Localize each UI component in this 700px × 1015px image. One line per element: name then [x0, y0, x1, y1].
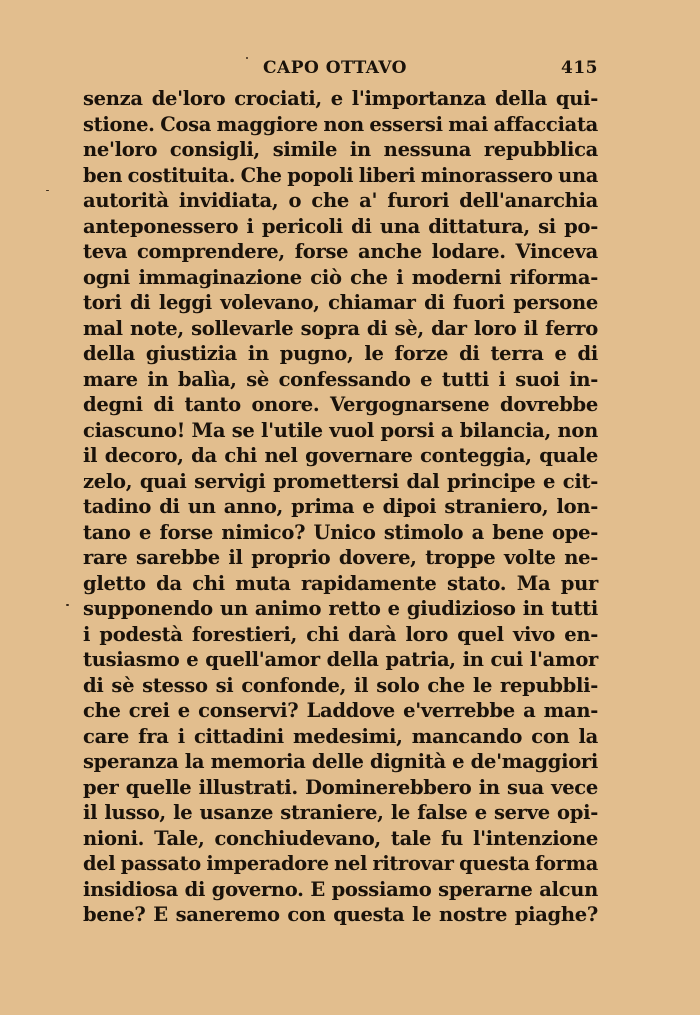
text-line: il decoro, da chi nel governare conteggia, quale: [83, 444, 598, 467]
text-line: rare sarebbe il proprio dovere, troppe volte ne-: [83, 546, 598, 569]
text-line: speranza la memoria delle dignità e de'maggiori: [83, 750, 598, 773]
text-line: tori di leggi volevano, chiamar di fuori persone: [83, 291, 598, 314]
text-line: ogni immaginazione ciò che i moderni riforma-: [83, 265, 598, 289]
text-line: del passato imperadore nel ritrovar questa forma: [83, 852, 598, 875]
text-line: per quelle illustrati. Dominerebbero in sua vece: [83, 775, 598, 799]
text-line: i podestà forestieri, chi darà loro quel vivo en-: [83, 622, 598, 646]
text-line: insidiosa di governo. E possiamo sperarne alcun: [83, 877, 598, 901]
text-line: gletto da chi muta rapidamente stato. Ma pur: [83, 571, 598, 595]
text-line: tadino di un anno, prima e dipoi straniero, lon-: [83, 495, 598, 518]
text-line: tano e forse nimico? Unico stimolo a bene ope-: [83, 520, 598, 544]
text-line: degni di tanto onore. Vergognarsene dovrebbe: [83, 393, 598, 416]
running-title: CAPO OTTAVO: [263, 58, 407, 78]
text-line: bene? E saneremo con questa le nostre piaghe?: [83, 903, 598, 926]
text-line: il lusso, le usanze straniere, le false e serve opi-: [83, 801, 598, 824]
text-line: tusiasmo e quell'amor della patria, in cui l'amor: [83, 648, 598, 671]
text-line: anteponessero i pericoli di una dittatura, si po-: [83, 214, 598, 238]
paper-speck: [246, 57, 248, 59]
paper-speck: [46, 190, 49, 191]
text-line: ben costituita. Che popoli liberi minorassero una: [83, 163, 599, 187]
text-line: care fra i cittadini medesimi, mancando con la: [83, 724, 598, 748]
page-number: 415: [561, 58, 598, 78]
text-line: che crei e conservi? Laddove e'verrebbe a man-: [83, 699, 598, 722]
text-line: della giustizia in pugno, le forze di terra e di: [83, 342, 598, 365]
body-text: [83, 86, 598, 928]
text-line: di sè stesso si confonde, il solo che le repubbli-: [83, 673, 598, 697]
text-line: teva comprendere, forse anche lodare. Vinceva: [83, 240, 598, 263]
text-line: stione. Cosa maggiore non essersi mai affacciata: [83, 112, 598, 136]
paper-speck: [66, 604, 69, 606]
text-line: ne'loro consigli, simile in nessuna repubblica: [83, 138, 598, 161]
text-line: zelo, quai servigi promettersi dal principe e cit-: [83, 469, 598, 493]
text-line: mare in balìa, sè confessando e tutti i suoi in-: [83, 367, 598, 391]
text-line: autorità invidiata, o che a' furori dell'anarchia: [83, 189, 598, 212]
page-header: [83, 58, 598, 84]
text-line: senza de'loro crociati, e l'importanza della qui-: [83, 87, 598, 110]
text-line: supponendo un animo retto e giudizioso in tutti: [83, 597, 598, 620]
text-line: nioni. Tale, conchiudevano, tale fu l'intenzione: [83, 826, 598, 850]
text-line: ciascuno! Ma se l'utile vuol porsi a bilancia, non: [83, 418, 598, 442]
text-line: mal note, sollevarle sopra di sè, dar loro il ferro: [83, 316, 598, 340]
